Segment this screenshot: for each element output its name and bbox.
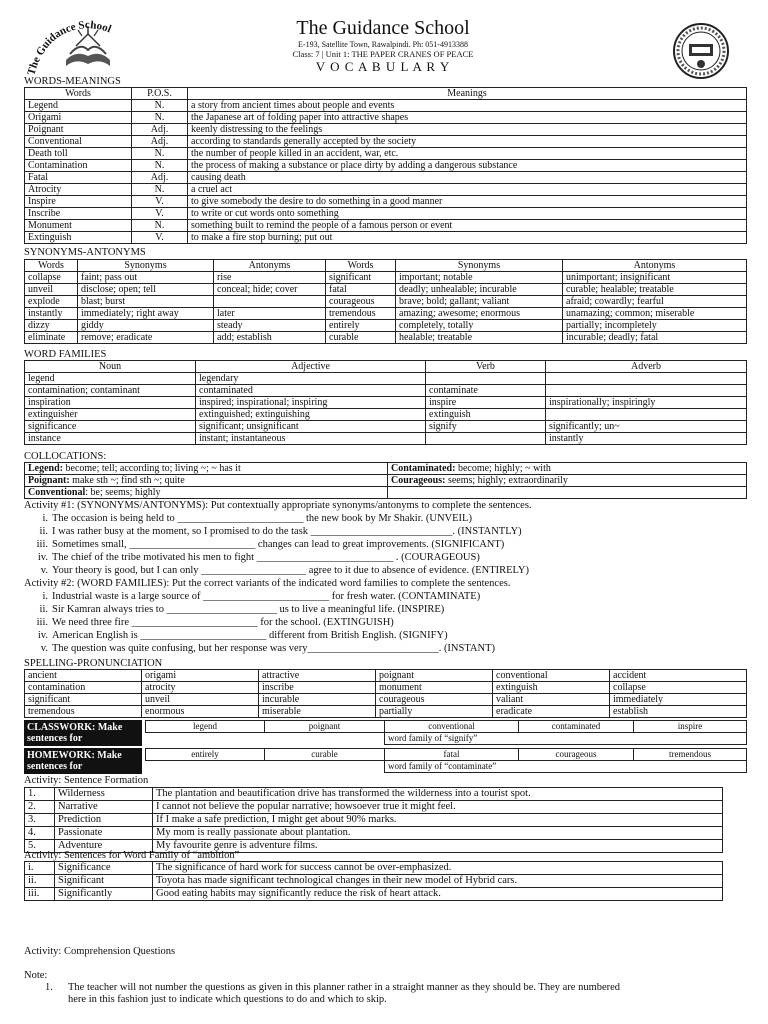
item-number: i.: [42, 513, 48, 524]
table-cell: steady: [214, 320, 326, 332]
col-header: Words: [25, 88, 132, 100]
table-row: [25, 487, 747, 499]
adverb-cell: [546, 373, 747, 385]
word-cell: Extinguish: [25, 232, 132, 244]
item-number: ii.: [39, 526, 48, 537]
assignment-word: fatal: [385, 749, 519, 761]
item-text: American English is ________________________ different from British English. (SIGNIFY): [52, 630, 448, 641]
meaning-cell: the Japanese art of folding paper into attractive shapes: [188, 112, 747, 124]
table-cell: curable; healable; treatable: [563, 284, 747, 296]
item-number: v.: [40, 565, 48, 576]
row-number: 3.: [25, 814, 55, 827]
svg-text:The Guidance School: The Guidance School: [26, 20, 113, 77]
table-cell: fatal: [326, 284, 396, 296]
col-header: Words: [326, 260, 396, 272]
word-cell: Fatal: [25, 172, 132, 184]
meaning-cell: to make a fire stop burning; put out: [188, 232, 747, 244]
table-cell: add; establish: [214, 332, 326, 344]
table-cell: incurable: [259, 694, 376, 706]
homework-family: word family of “contaminate”: [385, 761, 747, 773]
table-cell: collapse: [25, 272, 78, 284]
note-title: Note:: [24, 970, 48, 981]
meaning-cell: keenly distressing to the feelings: [188, 124, 747, 136]
sentence-word: Narrative: [55, 801, 153, 814]
item-number: i.: [42, 591, 48, 602]
table-cell: healable; treatable: [396, 332, 563, 344]
table-cell: eradicate: [493, 706, 610, 718]
item-text: Industrial waste is a large source of ________________________ for fresh water. (CONTAMINATE): [52, 591, 481, 602]
word-families-title: WORD FAMILIES: [24, 349, 107, 360]
table-row: [25, 694, 747, 706]
pos-cell: Adj.: [132, 172, 188, 184]
table-row: [25, 670, 747, 682]
table-cell: completely, totally: [396, 320, 563, 332]
assignment-word: contaminated: [519, 721, 634, 733]
school-seal: [672, 22, 730, 80]
noun-cell: significance: [25, 421, 196, 433]
table-row: [25, 232, 747, 244]
table-cell: monument: [376, 682, 493, 694]
table-cell: enormous: [142, 706, 259, 718]
table-cell: significant: [326, 272, 396, 284]
table-cell: curable: [326, 332, 396, 344]
table-cell: blast; burst: [78, 296, 214, 308]
table-cell: inscribe: [259, 682, 376, 694]
table-row: [25, 801, 723, 814]
row-number: 4.: [25, 827, 55, 840]
spelling-title: SPELLING-PRONUNCIATION: [24, 658, 163, 669]
comprehension-title: Activity: Comprehension Questions: [24, 946, 176, 957]
school-logo: [26, 20, 150, 78]
word-cell: Legend: [25, 100, 132, 112]
pos-cell: N.: [132, 112, 188, 124]
table-cell: tremendous: [25, 706, 142, 718]
item-text: Your theory is good, but I can only ____________________ agree to it due to absence of evidence. (ENTIRELY): [52, 565, 529, 576]
table-cell: [214, 296, 326, 308]
table-cell: courageous: [376, 694, 493, 706]
meaning-cell: to write or cut words onto something: [188, 208, 747, 220]
table-cell: unamazing; common; miserable: [563, 308, 747, 320]
word-cell: Origami: [25, 112, 132, 124]
syn-ant-title: SYNONYMS-ANTONYMS: [24, 247, 146, 258]
assignment-word: legend: [146, 721, 265, 733]
table-row: [25, 814, 723, 827]
item-text: The chief of the tribe motivated his men to fight __________________________ . (COURAGEOUS): [52, 552, 480, 563]
table-row: [25, 220, 747, 232]
table-row: [25, 112, 747, 124]
sentence-formation-title: Activity: Sentence Formation: [24, 775, 149, 786]
pos-cell: V.: [132, 208, 188, 220]
table-cell: unimportant; insignificant: [563, 272, 747, 284]
item-number: v.: [40, 643, 48, 654]
table-row: [25, 320, 747, 332]
table-row: [25, 463, 747, 475]
verb-cell: extinguish: [426, 409, 546, 421]
pos-cell: Adj.: [132, 136, 188, 148]
noun-cell: contamination; contaminant: [25, 385, 196, 397]
sentence-word: Significant: [55, 875, 153, 888]
collocation-cell: [388, 487, 747, 499]
col-header: Noun: [25, 361, 196, 373]
activity2-title: Activity #2: (WORD FAMILIES): Put the correct variants of the indicated word families to complete the sentences.: [24, 578, 511, 589]
collocation-word: Legend:: [28, 463, 63, 474]
pos-cell: N.: [132, 184, 188, 196]
sentence-text: If I make a safe prediction, I might get about 90% marks.: [153, 814, 723, 827]
sentence-text: My mom is really passionate about plantation.: [153, 827, 723, 840]
collocation-cell: [388, 475, 747, 487]
meaning-cell: something built to remind the people of a famous person or event: [188, 220, 747, 232]
row-number: ii.: [25, 875, 55, 888]
adjective-cell: extinguished; extinguishing: [196, 409, 426, 421]
word-cell: Inspire: [25, 196, 132, 208]
table-cell: disclose; open; tell: [78, 284, 214, 296]
pos-cell: V.: [132, 232, 188, 244]
table-cell: later: [214, 308, 326, 320]
table-cell: collapse: [610, 682, 747, 694]
adjective-cell: legendary: [196, 373, 426, 385]
meaning-cell: causing death: [188, 172, 747, 184]
table-cell: conceal; hide; cover: [214, 284, 326, 296]
meaning-cell: the number of people killed in an accident, war, etc.: [188, 148, 747, 160]
table-row: [25, 184, 747, 196]
table-cell: significant: [25, 694, 142, 706]
table-row: [25, 706, 747, 718]
classwork-label: [24, 720, 142, 746]
table-cell: incurable; deadly; fatal: [563, 332, 747, 344]
table-row: [25, 272, 747, 284]
col-header: Verb: [426, 361, 546, 373]
sentence-word: Wilderness: [55, 788, 153, 801]
adverb-cell: [546, 409, 747, 421]
assignment-word: curable: [265, 749, 385, 761]
collocation-text: seems; highly; extraordinarily: [445, 475, 568, 486]
assignment-word: entirely: [146, 749, 265, 761]
table-row: [25, 827, 723, 840]
table-cell: contamination: [25, 682, 142, 694]
meaning-cell: a story from ancient times about people and events: [188, 100, 747, 112]
collocation-cell: [388, 463, 747, 475]
table-cell: partially: [376, 706, 493, 718]
verb-cell: [426, 373, 546, 385]
item-text: The occasion is being held to ________________________ the new book by Mr Shakir. (UNVEIL): [52, 513, 472, 524]
table-cell: accident: [610, 670, 747, 682]
verb-cell: [426, 433, 546, 445]
sentence-word: Prediction: [55, 814, 153, 827]
collocation-cell: [25, 475, 388, 487]
table-row: [25, 373, 747, 385]
item-number: ii.: [39, 604, 48, 615]
row-number: i.: [25, 862, 55, 875]
collocation-word: Poignant:: [28, 475, 70, 486]
classwork-table: [145, 720, 747, 745]
ambition-title: Activity: Sentences for Word Family of “ambition”: [24, 850, 240, 861]
row-number: 5.: [25, 840, 55, 853]
table-cell: instantly: [25, 308, 78, 320]
col-header: Antonyms: [214, 260, 326, 272]
table-cell: rise: [214, 272, 326, 284]
item-number: iii.: [36, 539, 48, 550]
spelling-table: [24, 669, 747, 718]
word-cell: Death toll: [25, 148, 132, 160]
item-text: The question was quite confusing, but her response was very_________________________. (INSTANT): [52, 643, 496, 654]
table-row: [25, 124, 747, 136]
assignment-word: conventional: [385, 721, 519, 733]
table-cell: origami: [142, 670, 259, 682]
table-row: [25, 172, 747, 184]
table-cell: courageous: [326, 296, 396, 308]
adverb-cell: instantly: [546, 433, 747, 445]
word-cell: Inscribe: [25, 208, 132, 220]
classwork-label-line1: CLASSWORK: Make: [27, 722, 123, 733]
word-cell: Contamination: [25, 160, 132, 172]
word-cell: Monument: [25, 220, 132, 232]
sentence-word: Adventure: [55, 840, 153, 853]
note-line2: here in this fashion just to indicate which questions to do and which to skip.: [68, 994, 387, 1005]
table-cell: explode: [25, 296, 78, 308]
collocation-cell: [25, 487, 388, 499]
collocation-text: become; tell; according to; living ~; ~ has it: [63, 463, 241, 474]
sentence-word: Passionate: [55, 827, 153, 840]
table-cell: dizzy: [25, 320, 78, 332]
meaning-cell: the process of making a substance or place dirty by adding a dangerous substance: [188, 160, 747, 172]
sentence-text: I cannot not believe the popular narrative; howsoever true it might feel.: [153, 801, 723, 814]
table-cell: amazing; awesome; enormous: [396, 308, 563, 320]
col-header: Antonyms: [563, 260, 747, 272]
col-header: Adverb: [546, 361, 747, 373]
item-number: iv.: [37, 630, 48, 641]
item-number: iv.: [37, 552, 48, 563]
words-meanings-title: WORDS-MEANINGS: [24, 76, 121, 87]
pos-cell: N.: [132, 160, 188, 172]
meaning-cell: a cruel act: [188, 184, 747, 196]
table-row: [25, 332, 747, 344]
assignment-word: inspire: [634, 721, 747, 733]
table-cell: establish: [610, 706, 747, 718]
note-number: 1.: [45, 982, 53, 993]
table-cell: immediately; right away: [78, 308, 214, 320]
sentence-word: Significance: [55, 862, 153, 875]
table-cell: ancient: [25, 670, 142, 682]
noun-cell: inspiration: [25, 397, 196, 409]
table-row: [25, 421, 747, 433]
table-row: [25, 284, 747, 296]
pos-cell: Adj.: [132, 124, 188, 136]
row-number: 1.: [25, 788, 55, 801]
sentence-text: The plantation and beautification drive has transformed the wilderness into a tourist spot.: [153, 788, 723, 801]
collocation-word: Courageous:: [391, 475, 446, 486]
sentence-word: Significantly: [55, 888, 153, 901]
assignment-word: courageous: [519, 749, 634, 761]
meaning-cell: according to standards generally accepted by the society: [188, 136, 747, 148]
col-header: Synonyms: [78, 260, 214, 272]
item-text: Sometimes small, ________________________ changes can lead to great improvements. (SIGNIFICANT): [52, 539, 505, 550]
school-name: The Guidance School: [296, 17, 470, 39]
table-row: [25, 875, 723, 888]
table-cell: conventional: [493, 670, 610, 682]
collocation-text: : be; seems; highly: [85, 487, 161, 498]
col-header: Meanings: [188, 88, 747, 100]
table-row: [25, 385, 747, 397]
syn-ant-table: [24, 259, 747, 344]
table-cell: remove; eradicate: [78, 332, 214, 344]
table-cell: partially; incompletely: [563, 320, 747, 332]
words-meanings-table: [24, 87, 747, 244]
table-cell: valiant: [493, 694, 610, 706]
item-text: I was rather busy at the moment, so I promised to do the task ___________________________. (INSTANTLY): [52, 526, 522, 537]
classwork-label-line2: sentences for: [27, 733, 83, 744]
word-cell: Conventional: [25, 136, 132, 148]
sentence-text: Good eating habits may significantly reduce the risk of heart attack.: [153, 888, 723, 901]
noun-cell: legend: [25, 373, 196, 385]
homework-label-line2: sentences for: [27, 761, 83, 772]
collocations-table: [24, 462, 747, 499]
col-header: Adjective: [196, 361, 426, 373]
adjective-cell: inspired; inspirational; inspiring: [196, 397, 426, 409]
table-row: [25, 433, 747, 445]
item-text: We need three fire ________________________ for the school. (EXTINGUISH): [52, 617, 394, 628]
table-cell: giddy: [78, 320, 214, 332]
adverb-cell: inspirationally; inspiringly: [546, 397, 747, 409]
sentence-text: My favourite genre is adventure films.: [153, 840, 723, 853]
class-unit-line: Class: 7 | Unit 1: THE PAPER CRANES OF PEACE: [292, 49, 474, 59]
table-row: [25, 682, 747, 694]
sentence-text: Toyota has made significant technological changes in their new model of Hybrid cars.: [153, 875, 723, 888]
item-number: iii.: [36, 617, 48, 628]
noun-cell: instance: [25, 433, 196, 445]
pos-cell: V.: [132, 196, 188, 208]
assignment-word: poignant: [265, 721, 385, 733]
homework-table: [145, 748, 747, 773]
table-row: [25, 888, 723, 901]
pos-cell: N.: [132, 100, 188, 112]
table-cell: faint; pass out: [78, 272, 214, 284]
table-row: [25, 397, 747, 409]
adjective-cell: contaminated: [196, 385, 426, 397]
table-row: [25, 148, 747, 160]
table-cell: atrocity: [142, 682, 259, 694]
verb-cell: contaminate: [426, 385, 546, 397]
adjective-cell: significant; unsignificant: [196, 421, 426, 433]
activity1-title: Activity #1: (SYNONYMS/ANTONYMS): Put contextually appropriate synonyms/antonyms to complete the sentences.: [24, 500, 532, 511]
sentence-formation-table: [24, 787, 723, 853]
col-header: Synonyms: [396, 260, 563, 272]
verb-cell: signify: [426, 421, 546, 433]
table-cell: unveil: [25, 284, 78, 296]
homework-label-line1: HOMEWORK: Make: [27, 750, 122, 761]
col-header: P.O.S.: [132, 88, 188, 100]
table-cell: miserable: [259, 706, 376, 718]
table-cell: entirely: [326, 320, 396, 332]
table-row: [25, 160, 747, 172]
table-cell: attractive: [259, 670, 376, 682]
ambition-table: [24, 861, 723, 901]
item-text: Sir Kamran always tries to _____________________ us to live a meaningful life. (INSPIRE): [52, 604, 445, 615]
collocation-text: make sth ~; find sth ~; quite: [69, 475, 185, 486]
collocation-word: Contaminated:: [391, 463, 456, 474]
table-row: [25, 862, 723, 875]
homework-label: [24, 748, 142, 774]
pos-cell: N.: [132, 148, 188, 160]
word-families-table: [24, 360, 747, 445]
word-cell: Poignant: [25, 124, 132, 136]
row-number: 2.: [25, 801, 55, 814]
table-cell: extinguish: [493, 682, 610, 694]
table-cell: poignant: [376, 670, 493, 682]
table-row: [25, 196, 747, 208]
collocation-cell: [25, 463, 388, 475]
table-cell: brave; bold; gallant; valiant: [396, 296, 563, 308]
adverb-cell: significantly; un~: [546, 421, 747, 433]
table-row: [25, 296, 747, 308]
word-cell: Atrocity: [25, 184, 132, 196]
note-line1: The teacher will not number the questions as given in this planner rather in a straight manner as they should be. They are numbered: [68, 982, 621, 993]
table-row: [25, 475, 747, 487]
collocation-word: Conventional: [28, 487, 86, 498]
table-row: [25, 308, 747, 320]
table-cell: eliminate: [25, 332, 78, 344]
table-row: [25, 208, 747, 220]
table-cell: immediately: [610, 694, 747, 706]
adjective-cell: instant; instantaneous: [196, 433, 426, 445]
table-row: [25, 136, 747, 148]
table-cell: unveil: [142, 694, 259, 706]
table-row: [25, 788, 723, 801]
col-header: Words: [25, 260, 78, 272]
table-cell: important; notable: [396, 272, 563, 284]
subject-title: V O C A B U L A R Y: [315, 59, 451, 74]
meaning-cell: to give somebody the desire to do something in a good manner: [188, 196, 747, 208]
table-cell: deadly; unhealable; incurable: [396, 284, 563, 296]
collocations-title: COLLOCATIONS:: [24, 451, 107, 462]
table-row: [25, 409, 747, 421]
table-cell: tremendous: [326, 308, 396, 320]
classwork-family: word family of “signify”: [385, 733, 747, 745]
verb-cell: inspire: [426, 397, 546, 409]
adverb-cell: [546, 385, 747, 397]
collocation-text: become; highly; ~ with: [455, 463, 551, 474]
row-number: iii.: [25, 888, 55, 901]
noun-cell: extinguisher: [25, 409, 196, 421]
pos-cell: N.: [132, 220, 188, 232]
table-row: [25, 100, 747, 112]
assignment-word: tremendous: [634, 749, 747, 761]
school-address: E-193, Satellite Town, Rawalpindi. Ph: 051-4913388: [298, 40, 468, 49]
table-cell: afraid; cowardly; fearful: [563, 296, 747, 308]
sentence-text: The significance of hard work for success cannot be over-emphasized.: [153, 862, 723, 875]
